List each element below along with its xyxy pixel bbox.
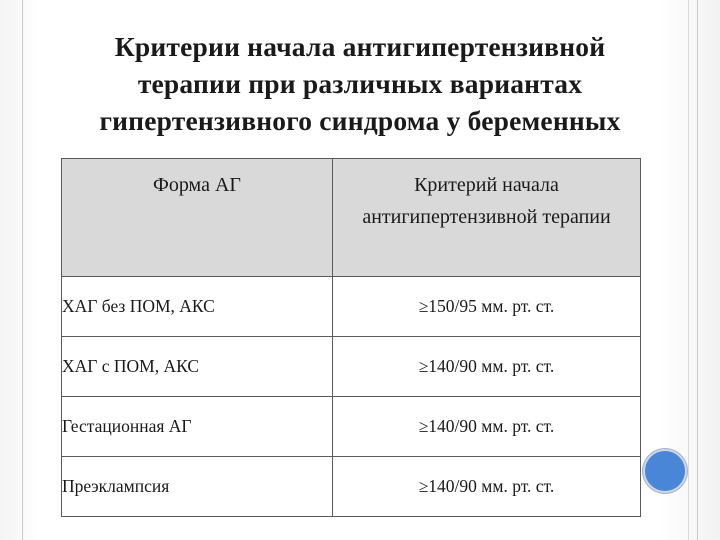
row-criterion: ≥150/95 мм. рт. ст. <box>333 277 641 337</box>
frame-line-left <box>22 0 23 540</box>
header-form <box>62 159 333 277</box>
row-form: ХАГ с ПОМ, АКС <box>62 337 333 397</box>
table-row <box>62 277 641 337</box>
title-line-1: Критерии начала антигипертензивной <box>114 31 606 62</box>
decorative-circle <box>643 449 687 493</box>
table-row <box>62 397 641 457</box>
slide-title <box>30 28 690 139</box>
row-form: Гестационная АГ <box>62 397 333 457</box>
frame-line-right <box>697 0 698 540</box>
row-criterion: ≥140/90 мм. рт. ст. <box>333 457 641 517</box>
row-form: Преэклампсия <box>62 457 333 517</box>
header-criterion-label: Критерий начала антигипертензивной терапии <box>362 174 611 228</box>
row-form: ХАГ без ПОМ, АКС <box>62 277 333 337</box>
header-criterion <box>333 159 641 277</box>
criteria-table <box>61 158 641 517</box>
title-line-2: терапии при различных вариантах <box>137 68 583 99</box>
row-criterion: ≥140/90 мм. рт. ст. <box>333 397 641 457</box>
header-form-label: Форма АГ <box>153 174 241 196</box>
table-header-row <box>62 159 641 277</box>
table-row <box>62 337 641 397</box>
title-line-3: гипертензивного синдрома у беременных <box>99 105 621 136</box>
table-row <box>62 457 641 517</box>
row-criterion: ≥140/90 мм. рт. ст. <box>333 337 641 397</box>
